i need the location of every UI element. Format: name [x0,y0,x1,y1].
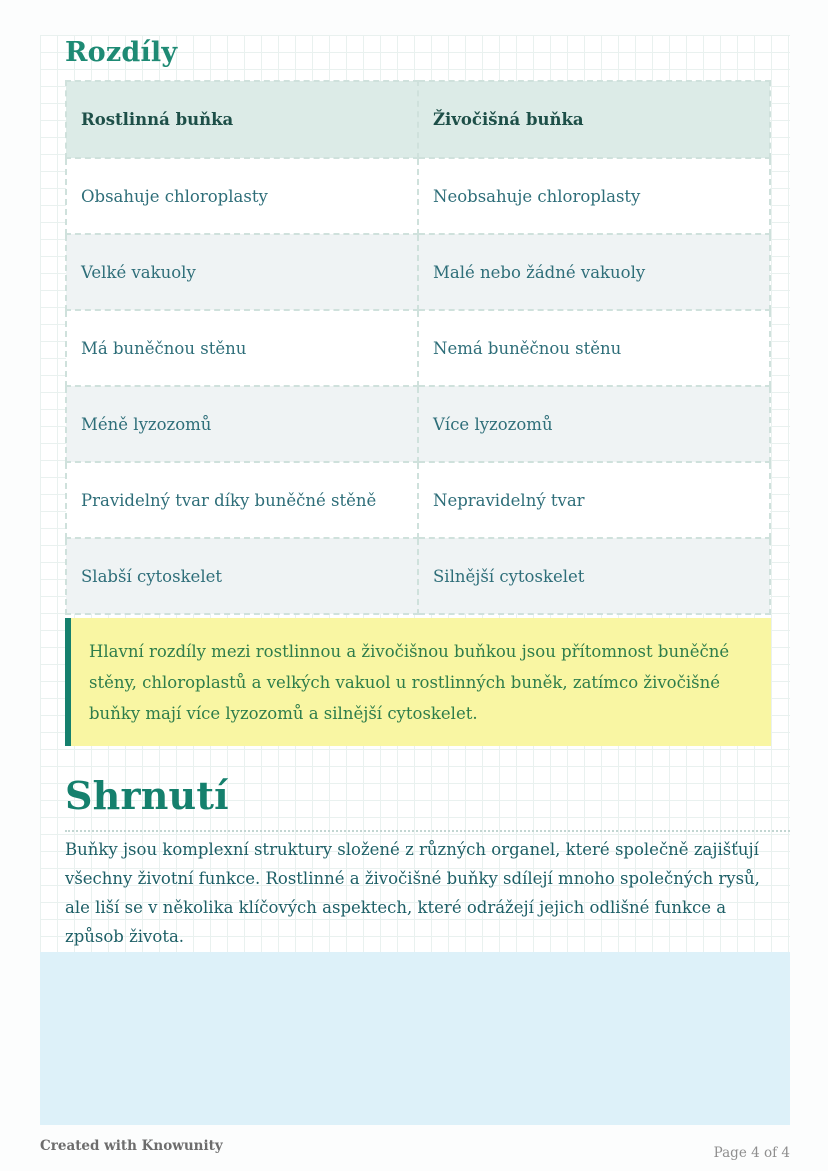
table-header-animal-cell: Živočišná buňka [418,81,770,158]
summary-paragraph: Buňky jsou komplexní struktury složené z různých organel, které společně zajišťují všechny životní funkce. Rostlinné a živočišné buňky sdílejí mnoho společných rysů, ale liší se v několika klíčových aspektech, které odrážejí jejich odlišné funkce a způsob života. [65,840,760,946]
image-placeholder-box [40,952,790,1125]
table-cell: Malé nebo žádné vakuoly [418,234,770,310]
footer-branding: Created with Knowunity [40,1138,223,1154]
table-row [66,386,770,462]
table-row [66,234,770,310]
callout-text: Hlavní rozdíly mezi rostlinnou a živočišnou buňkou jsou přítomnost buněčné stěny, chloroplastů a velkých vakuol u rostlinných buněk, zatímco živočišné buňky mají více lyzozomů a silnější cytoskelet. [89,642,730,723]
comparison-table [65,80,771,615]
table-header-plant-cell: Rostlinná buňka [66,81,418,158]
table-cell: Více lyzozomů [418,386,770,462]
table-cell: Slabší cytoskelet [66,538,418,614]
table-row [66,158,770,234]
table-cell: Silnější cytoskelet [418,538,770,614]
key-differences-callout [65,618,771,746]
table-cell: Neobsahuje chloroplasty [418,158,770,234]
table-cell: Pravidelný tvar díky buněčné stěně [66,462,418,538]
footer-page-number: Page 4 of 4 [713,1145,790,1161]
page-footer [40,1138,790,1161]
document-page [40,35,790,1125]
table-row [66,462,770,538]
table-header-row [66,81,770,158]
table-cell: Má buněčnou stěnu [66,310,418,386]
table-row [66,538,770,614]
table-row [66,310,770,386]
table-cell: Nemá buněčnou stěnu [418,310,770,386]
table-cell: Obsahuje chloroplasty [66,158,418,234]
section-title-rozdily: Rozdíly [65,37,178,68]
table-cell: Méně lyzozomů [66,386,418,462]
table-cell: Nepravidelný tvar [418,462,770,538]
section-title-shrnuti: Shrnutí [65,773,790,832]
table-cell: Velké vakuoly [66,234,418,310]
